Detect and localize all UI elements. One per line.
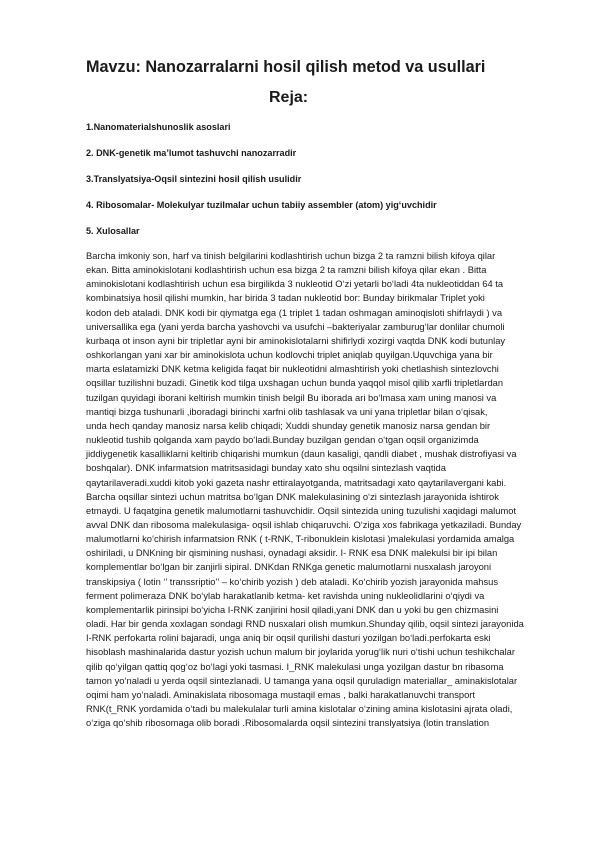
body-line: Barcha oqsillar sintezi uchun matritsa bo‘lgan DNK malekulasining o‘zi sintezlash jarayonida ishtirok: [86, 491, 499, 502]
plan-heading: Reja:: [269, 89, 309, 106]
body-line: oqimi ham yo‘naladi. Aminakislata ribosomaga mustaqil emas , balki harakatlanuvchi transport: [86, 689, 475, 700]
body-line: marta eslatamizki DNK ketma keligida faqat bir nukleotidni almashtirish yoki chetlashish sintezlovchi: [86, 364, 499, 375]
body-line: kurbaqa ot inson ayni bir tripletlar ayni bir aminokislotalarni shifirlydi xozirgi vaqtda DNK kodi butunlay: [86, 335, 506, 346]
body-line: RNK(t_RNK yordamida o‘tadi bu malekulalar turli amina kislotalar o‘zining amina kislotasini ajrata oladi,: [86, 704, 513, 714]
body-line: ekan. Bitta aminokislotani kodlashtirish uchun esa bizga 2 ta ramzni bilish kifoya qilar ekan . Bitta: [86, 265, 487, 276]
body-line: etmaydi. U faqatgina genetik malumotlarni tashuvchidir. Oqsil sintezida uning tuzulishi xaqidagi malumot: [86, 505, 517, 516]
body-line: ferment polimeraza DNK bo‘ylab harakatlanib ketma- ket ravishda uning nukleolidlarini o‘qiydi va: [86, 590, 485, 601]
body-paragraph: [86, 249, 526, 730]
body-line: unda hech qanday manosiz narsa kelib chiqadi; Xuddi shunday genetik manosiz narsa gendan bir: [86, 420, 491, 431]
body-line: kombinatsiya hosil qilishi mumkin, har birida 3 tadan nukleotid bor: Bunday birikmalar Triplet yoki: [86, 293, 485, 304]
body-line: oshiriladi, u DNKning bir qismining nushasi, oynadagi aksidir. I- RNK esa DNK malekulsi bir ipi bilan: [86, 548, 498, 559]
plan-item-4: 4. Ribosomalar- Molekulyar tuzilmalar uchun tabiiy assembler (atom) yig‘uvchidir: [86, 200, 437, 210]
plan-list: [86, 121, 526, 237]
body-line: jiddiygenetik kasalliklarni keltirib chiqarishi mumkun (daun kasaligi, qandli diabet , mushak distrofiyasi va: [86, 449, 517, 460]
body-line: tamon yo‘naladi u yerda oqsil sintezlanadi. U tamanga yana oqsil quruladign materiallar_ aminakislotalar: [86, 675, 518, 686]
plan-item-1: 1.Nanomaterialshunoslik asoslari: [86, 122, 231, 132]
plan-item-2: 2. DNK-genetik ma’lumot tashuvchi nanozarradir: [86, 148, 297, 158]
body-line: transkipsiya ( lotin ‘’ transsriptio’’ – ko‘chirib yozish ) deb ataladi. Ko‘chirib yozish jarayonida mahsus: [86, 576, 499, 587]
body-line: oqsillar tuzilishni buzadi. Ginetik kod tilga uxshagan uchun bunda yaqqol misol qilib xarfli tripletlardan: [86, 378, 504, 389]
body-line: aminokislotani kodlashtirish uchun esa birgilikda 3 nukleotid O‘zi yetarli bo‘ladi 4ta nukleotiddan 64 ta: [86, 279, 504, 290]
body-line: kodon deb ataladi. DNK kodi bir qiymatga ega (1 triplet 1 tadan oshmagan aminoqisloti shifrlaydi ) va: [86, 307, 503, 318]
plan-item-3: 3.Translyatsiya-Oqsil sintezini hosil qilish usulidir: [86, 174, 302, 184]
body-line: mantiqi bizga tushunarli ,iboradagi birinchi xarfni olib tashlasak va uni yana tripletlar bilan o‘qisak,: [86, 406, 488, 417]
body-line: komplementarlik pirinsipi bo‘yicha I-RNK zanjirini hosil qiladi,yani DNK dan u yoki bu gen chizmasini: [86, 604, 499, 615]
body-line: tuzilgan quyidagi iborani keltirish mumkin tinish belgil Bu iborada ari bo‘lmasa xam uning manosi va: [86, 392, 497, 403]
body-line: I-RNK perfokarta rolini bajaradi, unga aniq bir oqsil qurilishi dasturi yozilgan bo‘ladi.perfokarta eski: [86, 633, 491, 644]
plan-item-5: 5. Xulosallar: [86, 226, 140, 236]
body-line: o‘ziga qo‘shib ribosomaga olib boradi .Ribosomalarda oqsil sintezini translyatsiya (lotin translation: [86, 718, 490, 729]
body-line: avval DNK dan ribosoma malekulasiga- oqsil ishlab chiqaruvchi. O‘ziga xos fabrikaga yetkaziladi. Bunday: [86, 519, 522, 530]
body-line: malumotlarni ko‘chirish infarmatsion RNK ( t-RNK, T-ribonuklein kislotasi )malekulasi yordamida amalga: [86, 534, 515, 545]
body-line: boshqalar). DNK infarmatsion matritsasidagi bunday xato shu oqsilni sintezlash vaqtida: [86, 463, 446, 474]
document-title: Mavzu: Nanozarralarni hosil qilish metod va usullari: [86, 58, 486, 76]
body-line: universallika ega (yani yerda barcha yashovchi va usufchi –bakteriyalar zamburug‘lar donlilar chumoli: [86, 321, 505, 332]
body-line: qaytarilaveradi.xuddi kitob yoki gazeta nashr ettiralayotganda, matritsadagi xato qaytarilavergani kabi.: [86, 477, 507, 488]
body-line: Barcha imkoniy son, harf va tinish belgilarini kodlashtirish uchun bizga 2 ta ramzni bilish kifoya qilar: [86, 251, 496, 261]
body-line: nukleotid tushib qolganda xam paydo bo‘ladi.Bunday buzilgan gendan o‘tgan oqsil organizimda: [86, 435, 479, 446]
body-line: oladi. Har bir genda xoxlagan sondagi RND nusxalari olish mumkun.Shunday qilib, oqsil sintezi jarayonida: [86, 619, 524, 630]
body-line: hisoblash mashinalarida dastur yozish uchun malum bir joylarida yorug‘lik nuri o‘tishi uchun teshikchalar: [86, 647, 515, 658]
body-line: komplementlar bo‘lgan bir zanjirli sipiral. DNKdan RNKga genetic malumotlarni nusxalash jaroyoni: [86, 562, 492, 573]
body-line: qilib qo‘yilgan qattiq qog‘oz bo‘lagi yoki tasmasi. I_RNK malekulasi unga yozilgan dastur bn ribasoma: [86, 661, 504, 672]
body-line: oshkorlangan yani xar bir aminokislota uchun kodlovchi triplet aniqlab quyilgan.Uquvchiga yana bir: [86, 350, 493, 361]
